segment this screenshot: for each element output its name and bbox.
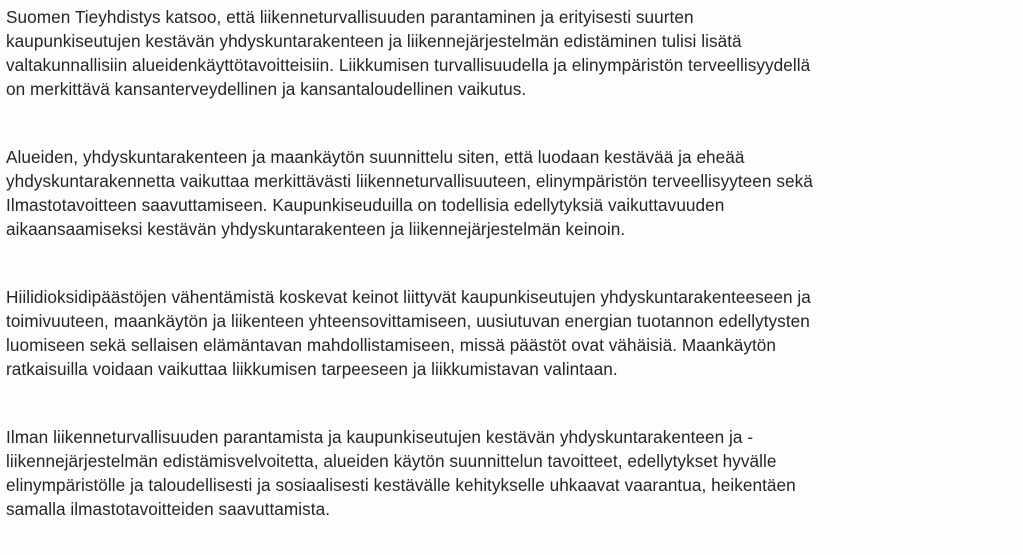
paragraph-line: Ilmastotavoitteen saavuttamiseen. Kaupunkiseuduilla on todellisia edellytyksiä vaikuttavuuden (6, 195, 725, 215)
paragraph-line: luomiseen sekä sellaisen elämäntavan mahdollistamiseen, missä päästöt ovat vähäisiä. Maankäytön (6, 335, 777, 355)
paragraph-4 (6, 425, 1018, 521)
paragraph-line: Suomen Tieyhdistys katsoo, että liikenneturvallisuuden parantaminen ja erityisesti suurten (6, 7, 694, 27)
paragraph-line: elinympäristölle ja taloudellisesti ja sosiaalisesti kestävälle kehitykselle uhkaavat vaarantua, heikentäen (6, 475, 796, 495)
paragraph-line: liikennejärjestelmän edistämisvelvoitetta, alueiden käytön suunnittelun tavoitteet, edellytykset hyvälle (6, 451, 777, 471)
paragraph-line: Alueiden, yhdyskuntarakenteen ja maankäytön suunnittelu siten, että luodaan kestävää ja eheää (6, 147, 745, 167)
paragraph-line: yhdyskuntarakennetta vaikuttaa merkittävästi liikenneturvallisuuteen, elinympäristön terveellisyyteen sekä (6, 171, 813, 191)
paragraph-line: valtakunnallisiin alueidenkäyttötavoitteisiin. Liikkumisen turvallisuudella ja elinympäristön terveellisyydellä (6, 55, 811, 75)
paragraph-line: on merkittävä kansanterveydellinen ja kansantaloudellinen vaikutus. (6, 79, 527, 99)
paragraph-1 (6, 5, 1018, 101)
paragraph-2 (6, 145, 1018, 241)
paragraph-line: samalla ilmastotavoitteiden saavuttamista. (6, 499, 331, 519)
paragraph-line: ratkaisuilla voidaan vaikuttaa liikkumisen tarpeeseen ja liikkumistavan valintaan. (6, 359, 618, 379)
paragraph-line: aikaansaamiseksi kestävän yhdyskuntarakenteen ja liikennejärjestelmän keinoin. (6, 219, 626, 239)
paragraph-3 (6, 285, 1018, 381)
paragraph-line: Ilman liikenneturvallisuuden parantamista ja kaupunkiseutujen kestävän yhdyskuntarakenteen ja - (6, 427, 754, 447)
paragraph-line: toimivuuteen, maankäytön ja liikenteen yhteensovittamiseen, uusiutuvan energian tuotannon edellytysten (6, 311, 810, 331)
paragraph-line: Hiilidioksidipäästöjen vähentämistä koskevat keinot liittyvät kaupunkiseutujen yhdyskuntarakenteeseen ja (6, 287, 811, 307)
paragraph-line: kaupunkiseutujen kestävän yhdyskuntarakenteen ja liikennejärjestelmän edistäminen tulisi lisätä (6, 31, 742, 51)
